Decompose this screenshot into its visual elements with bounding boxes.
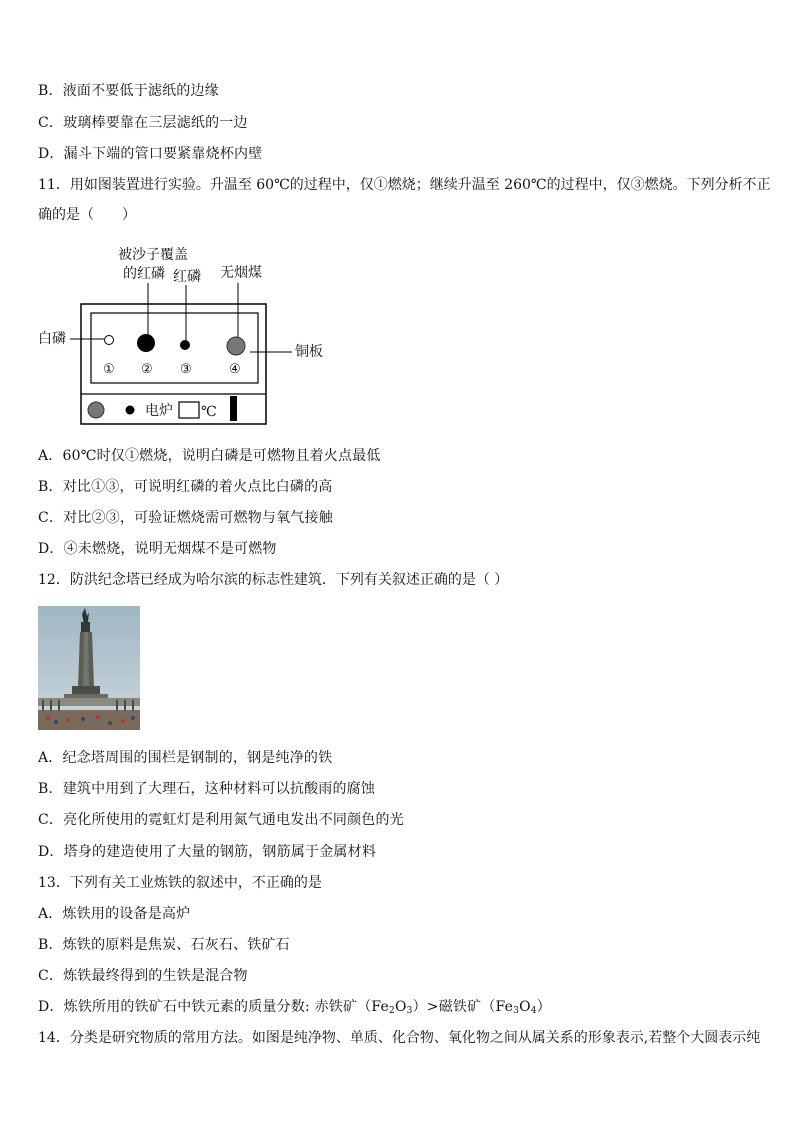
q13-d-prefix: D．炼铁所用的铁矿石中铁元素的质量分数: 赤铁矿（Fe bbox=[38, 999, 390, 1015]
label-num-1: ① bbox=[103, 362, 115, 377]
q13-option-a: A．炼铁用的设备是高炉 bbox=[38, 906, 191, 922]
q13-option-b: B．炼铁的原料是焦炭、石灰石、铁矿石 bbox=[38, 937, 290, 953]
anthracite-sample bbox=[227, 337, 245, 355]
q12-option-d: D．塔身的建造使用了大量的钢筋，钢筋属于金属材料 bbox=[38, 844, 377, 860]
q13-option-d bbox=[38, 998, 551, 1016]
label-anthracite: 无烟煤 bbox=[220, 265, 262, 281]
label-num-4: ④ bbox=[229, 362, 241, 377]
q13-d-mid3: O bbox=[519, 999, 531, 1015]
label-num-2: ② bbox=[141, 362, 153, 377]
label-copper-plate: 铜板 bbox=[295, 344, 323, 360]
q10-option-b: B．液面不要低于滤纸的边缘 bbox=[38, 83, 219, 99]
q13-d-sub3: 3 bbox=[513, 1006, 520, 1016]
label-electric-stove: 电炉 bbox=[145, 403, 173, 419]
stove-switch-icon bbox=[230, 396, 237, 421]
q10-option-c: C．玻璃棒要靠在三层滤纸的一边 bbox=[38, 115, 248, 131]
label-red-phosphorus: 红磷 bbox=[173, 269, 201, 285]
q12-stem: 12．防洪纪念塔已经成为哈尔滨的标志性建筑．下列有关叙述正确的是（ ） bbox=[38, 572, 509, 588]
q13-stem: 13．下列有关工业炼铁的叙述中，不正确的是 bbox=[38, 875, 322, 891]
temperature-display bbox=[179, 402, 199, 418]
q11-stem-line2: 确的是（ ） bbox=[38, 207, 136, 223]
q13-d-mid2: ）>磁铁矿（Fe bbox=[412, 999, 514, 1015]
stove-indicator-light-icon bbox=[126, 406, 135, 415]
label-white-phosphorus: 白磷 bbox=[38, 331, 66, 347]
q11-stem-line1: 11．用如图装置进行实验。升温至 60℃的过程中，仅①燃烧；继续升温至 260℃的过程中，仅③燃烧。下列分析不正 bbox=[38, 177, 771, 193]
q11-option-c: C．对比②③，可验证燃烧需可燃物与氧气接触 bbox=[38, 510, 333, 526]
covered-red-phosphorus-sample bbox=[137, 334, 155, 352]
q13-option-c: C．炼铁最终得到的生铁是混合物 bbox=[38, 968, 248, 984]
q13-d-suffix: ） bbox=[536, 999, 551, 1015]
q11-option-b: B．对比①③，可说明红磷的着火点比白磷的高 bbox=[38, 479, 333, 495]
q13-d-sub4: 4 bbox=[530, 1006, 537, 1016]
q11-option-a: A．60℃时仅①燃烧，说明白磷是可燃物且着火点最低 bbox=[38, 448, 381, 464]
q12-option-b: B．建筑中用到了大理石，这种材料可以抗酸雨的腐蚀 bbox=[38, 781, 376, 797]
stove-knob-icon bbox=[88, 402, 104, 418]
q12-option-c: C．亮化所使用的霓虹灯是利用氮气通电发出不同颜色的光 bbox=[38, 812, 404, 828]
label-covered-line2: 的红磷 bbox=[123, 266, 165, 282]
q13-d-sub1: 2 bbox=[389, 1006, 395, 1016]
flood-control-monument-photo bbox=[38, 606, 140, 730]
label-covered-line1: 被沙子覆盖 bbox=[118, 247, 188, 263]
label-num-3: ③ bbox=[180, 362, 192, 377]
q13-d-sub2: 3 bbox=[406, 1006, 413, 1016]
white-phosphorus-sample bbox=[105, 336, 114, 345]
apparatus-diagram bbox=[0, 0, 794, 440]
red-phosphorus-sample bbox=[180, 340, 190, 350]
q13-d-mid1: O bbox=[394, 999, 407, 1015]
q10-option-d: D．漏斗下端的管口要紧靠烧杯内壁 bbox=[38, 146, 263, 162]
label-celsius: ℃ bbox=[201, 404, 217, 420]
q11-option-d: D．④未燃烧，说明无烟煤不是可燃物 bbox=[38, 541, 277, 557]
q12-option-a: A．纪念塔周围的围栏是钢制的，钢是纯净的铁 bbox=[38, 750, 333, 766]
q14-stem: 14．分类是研究物质的常用方法。如图是纯净物、单质、化合物、氧化物之间从属关系的形象表示,若整个大圆表示纯 bbox=[38, 1030, 761, 1046]
